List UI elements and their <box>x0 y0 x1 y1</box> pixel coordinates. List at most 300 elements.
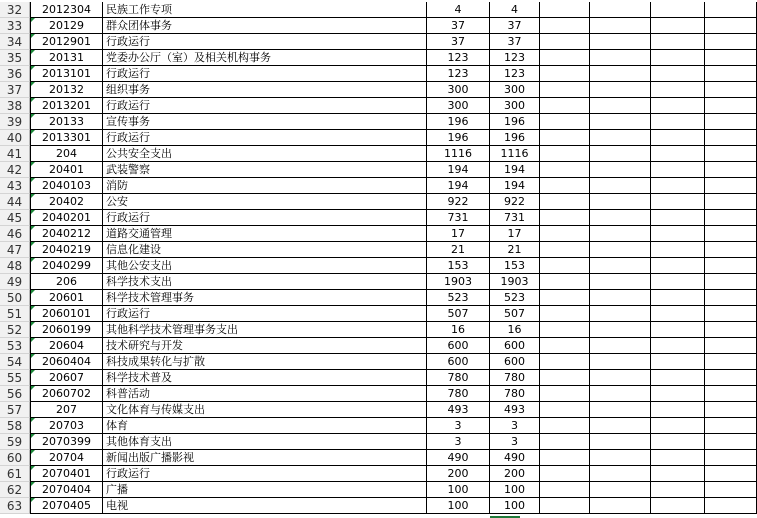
cell-empty[interactable] <box>705 274 757 290</box>
cell-code[interactable]: 2040219 <box>30 242 103 258</box>
cell-empty[interactable] <box>705 114 757 130</box>
cell-code[interactable]: 2070404 <box>30 482 103 498</box>
cell-empty[interactable] <box>540 114 590 130</box>
cell-code[interactable]: 20129 <box>30 18 103 34</box>
cell-value-1[interactable]: 3 <box>427 434 490 450</box>
table-row[interactable] <box>0 322 757 338</box>
cell-empty[interactable] <box>590 50 651 66</box>
cell-empty[interactable] <box>590 210 651 226</box>
row-header[interactable]: 49 <box>0 274 30 290</box>
row-header[interactable]: 33 <box>0 18 30 34</box>
cell-empty[interactable] <box>590 386 651 402</box>
cell-empty[interactable] <box>590 434 651 450</box>
cell-value-1[interactable]: 731 <box>427 210 490 226</box>
cell-empty[interactable] <box>705 498 757 514</box>
cell-empty[interactable] <box>540 338 590 354</box>
cell-value-2[interactable]: 1903 <box>490 274 540 290</box>
cell-name[interactable]: 行政运行 <box>103 98 427 114</box>
cell-empty[interactable] <box>590 178 651 194</box>
row-header[interactable]: 58 <box>0 418 30 434</box>
cell-value-1[interactable]: 490 <box>427 450 490 466</box>
cell-value-2[interactable]: 37 <box>490 18 540 34</box>
cell-value-1[interactable]: 100 <box>427 498 490 514</box>
row-header[interactable]: 40 <box>0 130 30 146</box>
row-header[interactable]: 41 <box>0 146 30 162</box>
cell-code[interactable]: 20133 <box>30 114 103 130</box>
cell-empty[interactable] <box>651 82 705 98</box>
cell-empty[interactable] <box>540 386 590 402</box>
row-header[interactable]: 45 <box>0 210 30 226</box>
cell-empty[interactable] <box>540 226 590 242</box>
cell-name[interactable]: 党委办公厅（室）及相关机构事务 <box>103 50 427 66</box>
row-header[interactable]: 48 <box>0 258 30 274</box>
cell-empty[interactable] <box>705 434 757 450</box>
cell-empty[interactable] <box>705 338 757 354</box>
row-header[interactable]: 55 <box>0 370 30 386</box>
table-row[interactable] <box>0 482 757 498</box>
cell-empty[interactable] <box>705 322 757 338</box>
cell-empty[interactable] <box>590 450 651 466</box>
table-row[interactable] <box>0 146 757 162</box>
cell-name[interactable]: 消防 <box>103 178 427 194</box>
row-header[interactable]: 60 <box>0 450 30 466</box>
cell-name[interactable]: 公共安全支出 <box>103 146 427 162</box>
cell-empty[interactable] <box>540 66 590 82</box>
cell-code[interactable]: 207 <box>30 402 103 418</box>
cell-value-2[interactable]: 123 <box>490 50 540 66</box>
row-header[interactable]: 43 <box>0 178 30 194</box>
table-row[interactable] <box>0 66 757 82</box>
cell-empty[interactable] <box>705 354 757 370</box>
cell-empty[interactable] <box>590 194 651 210</box>
cell-empty[interactable] <box>651 194 705 210</box>
row-header[interactable]: 62 <box>0 482 30 498</box>
cell-empty[interactable] <box>651 258 705 274</box>
cell-empty[interactable] <box>705 50 757 66</box>
cell-name[interactable]: 科普活动 <box>103 386 427 402</box>
cell-value-1[interactable]: 196 <box>427 114 490 130</box>
table-row[interactable] <box>0 290 757 306</box>
cell-empty[interactable] <box>705 194 757 210</box>
cell-code[interactable]: 20607 <box>30 370 103 386</box>
table-row[interactable] <box>0 2 757 18</box>
cell-name[interactable]: 行政运行 <box>103 66 427 82</box>
table-row[interactable] <box>0 338 757 354</box>
cell-empty[interactable] <box>651 354 705 370</box>
cell-value-1[interactable]: 300 <box>427 82 490 98</box>
row-header[interactable]: 57 <box>0 402 30 418</box>
row-header[interactable]: 54 <box>0 354 30 370</box>
cell-empty[interactable] <box>651 450 705 466</box>
cell-empty[interactable] <box>540 482 590 498</box>
cell-name[interactable]: 行政运行 <box>103 130 427 146</box>
cell-empty[interactable] <box>590 82 651 98</box>
cell-empty[interactable] <box>590 114 651 130</box>
cell-empty[interactable] <box>540 82 590 98</box>
cell-empty[interactable] <box>540 306 590 322</box>
cell-name[interactable]: 行政运行 <box>103 210 427 226</box>
cell-empty[interactable] <box>590 18 651 34</box>
row-header[interactable]: 59 <box>0 434 30 450</box>
cell-empty[interactable] <box>651 274 705 290</box>
cell-empty[interactable] <box>540 146 590 162</box>
table-row[interactable] <box>0 130 757 146</box>
cell-code[interactable]: 2060702 <box>30 386 103 402</box>
row-header[interactable]: 63 <box>0 498 30 514</box>
table-row[interactable] <box>0 210 757 226</box>
cell-value-2[interactable]: 194 <box>490 162 540 178</box>
cell-name[interactable]: 其他体育支出 <box>103 434 427 450</box>
table-row[interactable] <box>0 226 757 242</box>
cell-name[interactable]: 道路交通管理 <box>103 226 427 242</box>
cell-value-1[interactable]: 153 <box>427 258 490 274</box>
cell-name[interactable]: 民族工作专项 <box>103 2 427 18</box>
cell-empty[interactable] <box>651 66 705 82</box>
table-row[interactable] <box>0 18 757 34</box>
cell-empty[interactable] <box>540 466 590 482</box>
cell-value-2[interactable]: 100 <box>490 498 540 514</box>
cell-name[interactable]: 行政运行 <box>103 34 427 50</box>
table-row[interactable] <box>0 370 757 386</box>
table-row[interactable] <box>0 274 757 290</box>
cell-empty[interactable] <box>651 178 705 194</box>
cell-value-1[interactable]: 600 <box>427 338 490 354</box>
cell-empty[interactable] <box>705 18 757 34</box>
cell-empty[interactable] <box>590 466 651 482</box>
cell-empty[interactable] <box>590 354 651 370</box>
row-header[interactable]: 56 <box>0 386 30 402</box>
cell-empty[interactable] <box>590 482 651 498</box>
cell-name[interactable]: 宣传事务 <box>103 114 427 130</box>
cell-name[interactable]: 信息化建设 <box>103 242 427 258</box>
cell-empty[interactable] <box>651 226 705 242</box>
cell-empty[interactable] <box>651 34 705 50</box>
cell-value-1[interactable]: 37 <box>427 18 490 34</box>
cell-value-1[interactable]: 780 <box>427 386 490 402</box>
cell-empty[interactable] <box>651 146 705 162</box>
cell-empty[interactable] <box>651 498 705 514</box>
cell-value-1[interactable]: 123 <box>427 50 490 66</box>
cell-code[interactable]: 20604 <box>30 338 103 354</box>
row-header[interactable]: 39 <box>0 114 30 130</box>
cell-value-2[interactable]: 780 <box>490 386 540 402</box>
cell-value-1[interactable]: 196 <box>427 130 490 146</box>
row-header[interactable]: 37 <box>0 82 30 98</box>
cell-value-1[interactable]: 194 <box>427 178 490 194</box>
cell-value-2[interactable]: 300 <box>490 82 540 98</box>
cell-empty[interactable] <box>540 498 590 514</box>
row-header[interactable]: 52 <box>0 322 30 338</box>
cell-value-2[interactable]: 123 <box>490 66 540 82</box>
table-row[interactable] <box>0 434 757 450</box>
cell-empty[interactable] <box>705 306 757 322</box>
cell-value-1[interactable]: 4 <box>427 2 490 18</box>
cell-code[interactable]: 2060404 <box>30 354 103 370</box>
cell-empty[interactable] <box>651 370 705 386</box>
cell-value-1[interactable]: 200 <box>427 466 490 482</box>
row-header[interactable]: 35 <box>0 50 30 66</box>
cell-code[interactable]: 2070405 <box>30 498 103 514</box>
cell-code[interactable]: 204 <box>30 146 103 162</box>
cell-empty[interactable] <box>651 338 705 354</box>
cell-empty[interactable] <box>705 226 757 242</box>
cell-name[interactable]: 武装警察 <box>103 162 427 178</box>
cell-empty[interactable] <box>651 386 705 402</box>
cell-empty[interactable] <box>590 66 651 82</box>
cell-empty[interactable] <box>590 2 651 18</box>
row-header[interactable]: 46 <box>0 226 30 242</box>
cell-value-2[interactable]: 4 <box>490 2 540 18</box>
cell-empty[interactable] <box>705 210 757 226</box>
table-row[interactable] <box>0 50 757 66</box>
cell-empty[interactable] <box>705 130 757 146</box>
cell-empty[interactable] <box>651 402 705 418</box>
row-header[interactable]: 44 <box>0 194 30 210</box>
cell-empty[interactable] <box>651 242 705 258</box>
cell-empty[interactable] <box>651 434 705 450</box>
cell-name[interactable]: 组织事务 <box>103 82 427 98</box>
cell-empty[interactable] <box>590 258 651 274</box>
row-header[interactable]: 34 <box>0 34 30 50</box>
cell-code[interactable]: 2070401 <box>30 466 103 482</box>
cell-name[interactable]: 体育 <box>103 418 427 434</box>
cell-name[interactable]: 其他公安支出 <box>103 258 427 274</box>
cell-empty[interactable] <box>590 34 651 50</box>
cell-empty[interactable] <box>705 178 757 194</box>
table-row[interactable] <box>0 402 757 418</box>
cell-empty[interactable] <box>651 50 705 66</box>
cell-code[interactable]: 20703 <box>30 418 103 434</box>
cell-value-1[interactable]: 100 <box>427 482 490 498</box>
cell-value-1[interactable]: 493 <box>427 402 490 418</box>
cell-empty[interactable] <box>651 418 705 434</box>
cell-name[interactable]: 电视 <box>103 498 427 514</box>
cell-value-2[interactable]: 16 <box>490 322 540 338</box>
cell-empty[interactable] <box>705 242 757 258</box>
table-row[interactable] <box>0 498 757 514</box>
cell-value-1[interactable]: 600 <box>427 354 490 370</box>
cell-code[interactable]: 2060199 <box>30 322 103 338</box>
cell-empty[interactable] <box>540 434 590 450</box>
cell-name[interactable]: 科学技术管理事务 <box>103 290 427 306</box>
cell-empty[interactable] <box>705 450 757 466</box>
cell-value-1[interactable]: 507 <box>427 306 490 322</box>
cell-empty[interactable] <box>651 466 705 482</box>
cell-name[interactable]: 新闻出版广播影视 <box>103 450 427 466</box>
cell-empty[interactable] <box>590 498 651 514</box>
cell-empty[interactable] <box>590 98 651 114</box>
cell-empty[interactable] <box>651 2 705 18</box>
cell-empty[interactable] <box>540 34 590 50</box>
table-row[interactable] <box>0 178 757 194</box>
cell-empty[interactable] <box>651 306 705 322</box>
cell-empty[interactable] <box>705 2 757 18</box>
cell-code[interactable]: 20132 <box>30 82 103 98</box>
table-row[interactable] <box>0 194 757 210</box>
cell-value-2[interactable]: 507 <box>490 306 540 322</box>
cell-value-2[interactable]: 600 <box>490 338 540 354</box>
cell-empty[interactable] <box>540 418 590 434</box>
cell-empty[interactable] <box>540 402 590 418</box>
row-header[interactable]: 61 <box>0 466 30 482</box>
cell-code[interactable]: 2040103 <box>30 178 103 194</box>
cell-value-2[interactable]: 1116 <box>490 146 540 162</box>
cell-value-2[interactable]: 196 <box>490 130 540 146</box>
cell-empty[interactable] <box>540 354 590 370</box>
cell-name[interactable]: 文化体育与传媒支出 <box>103 402 427 418</box>
cell-value-1[interactable]: 1903 <box>427 274 490 290</box>
cell-value-2[interactable]: 153 <box>490 258 540 274</box>
cell-empty[interactable] <box>705 386 757 402</box>
cell-empty[interactable] <box>540 98 590 114</box>
row-header[interactable]: 36 <box>0 66 30 82</box>
table-row[interactable] <box>0 242 757 258</box>
cell-empty[interactable] <box>540 450 590 466</box>
cell-name[interactable]: 技术研究与开发 <box>103 338 427 354</box>
cell-empty[interactable] <box>705 34 757 50</box>
row-header[interactable]: 51 <box>0 306 30 322</box>
cell-empty[interactable] <box>590 146 651 162</box>
cell-empty[interactable] <box>540 50 590 66</box>
cell-empty[interactable] <box>540 322 590 338</box>
cell-empty[interactable] <box>590 274 651 290</box>
cell-code[interactable]: 20704 <box>30 450 103 466</box>
cell-empty[interactable] <box>705 98 757 114</box>
cell-empty[interactable] <box>540 370 590 386</box>
cell-value-2[interactable]: 300 <box>490 98 540 114</box>
cell-empty[interactable] <box>540 194 590 210</box>
row-header[interactable]: 47 <box>0 242 30 258</box>
cell-empty[interactable] <box>705 370 757 386</box>
cell-value-2[interactable]: 100 <box>490 482 540 498</box>
cell-empty[interactable] <box>651 98 705 114</box>
cell-value-1[interactable]: 300 <box>427 98 490 114</box>
row-header[interactable]: 42 <box>0 162 30 178</box>
cell-name[interactable]: 广播 <box>103 482 427 498</box>
cell-name[interactable]: 科学技术支出 <box>103 274 427 290</box>
cell-empty[interactable] <box>540 18 590 34</box>
cell-code[interactable]: 2040299 <box>30 258 103 274</box>
cell-value-1[interactable]: 16 <box>427 322 490 338</box>
cell-empty[interactable] <box>540 178 590 194</box>
cell-code[interactable]: 20601 <box>30 290 103 306</box>
cell-value-1[interactable]: 1116 <box>427 146 490 162</box>
cell-empty[interactable] <box>651 130 705 146</box>
cell-value-1[interactable]: 3 <box>427 418 490 434</box>
cell-empty[interactable] <box>590 402 651 418</box>
table-row[interactable] <box>0 418 757 434</box>
cell-name[interactable]: 其他科学技术管理事务支出 <box>103 322 427 338</box>
cell-empty[interactable] <box>590 290 651 306</box>
cell-code[interactable]: 2070399 <box>30 434 103 450</box>
cell-name[interactable]: 行政运行 <box>103 306 427 322</box>
cell-name[interactable]: 科技成果转化与扩散 <box>103 354 427 370</box>
cell-value-1[interactable]: 194 <box>427 162 490 178</box>
cell-empty[interactable] <box>651 322 705 338</box>
cell-empty[interactable] <box>705 466 757 482</box>
cell-empty[interactable] <box>590 130 651 146</box>
cell-empty[interactable] <box>705 66 757 82</box>
cell-code[interactable]: 2040201 <box>30 210 103 226</box>
cell-empty[interactable] <box>651 162 705 178</box>
cell-value-1[interactable]: 21 <box>427 242 490 258</box>
cell-empty[interactable] <box>590 370 651 386</box>
row-header[interactable]: 53 <box>0 338 30 354</box>
cell-value-2[interactable]: 3 <box>490 418 540 434</box>
cell-empty[interactable] <box>540 274 590 290</box>
cell-empty[interactable] <box>705 290 757 306</box>
cell-empty[interactable] <box>705 162 757 178</box>
cell-empty[interactable] <box>590 322 651 338</box>
table-row[interactable] <box>0 82 757 98</box>
cell-empty[interactable] <box>705 482 757 498</box>
cell-empty[interactable] <box>590 162 651 178</box>
cell-value-2[interactable]: 523 <box>490 290 540 306</box>
cell-name[interactable]: 行政运行 <box>103 466 427 482</box>
cell-value-2[interactable]: 21 <box>490 242 540 258</box>
cell-empty[interactable] <box>651 18 705 34</box>
table-row[interactable] <box>0 162 757 178</box>
row-header[interactable]: 32 <box>0 2 30 18</box>
cell-code[interactable]: 2012304 <box>30 2 103 18</box>
row-header[interactable]: 50 <box>0 290 30 306</box>
cell-value-2[interactable]: 37 <box>490 34 540 50</box>
cell-value-2[interactable]: 780 <box>490 370 540 386</box>
cell-empty[interactable] <box>705 146 757 162</box>
cell-name[interactable]: 公安 <box>103 194 427 210</box>
cell-value-1[interactable]: 17 <box>427 226 490 242</box>
cell-empty[interactable] <box>540 290 590 306</box>
cell-empty[interactable] <box>651 210 705 226</box>
cell-value-2[interactable]: 196 <box>490 114 540 130</box>
table-row[interactable] <box>0 466 757 482</box>
cell-code[interactable]: 2013201 <box>30 98 103 114</box>
table-row[interactable] <box>0 34 757 50</box>
table-row[interactable] <box>0 386 757 402</box>
cell-code[interactable]: 20131 <box>30 50 103 66</box>
cell-value-1[interactable]: 780 <box>427 370 490 386</box>
cell-code[interactable]: 20402 <box>30 194 103 210</box>
cell-empty[interactable] <box>540 162 590 178</box>
table-row[interactable] <box>0 354 757 370</box>
cell-empty[interactable] <box>651 114 705 130</box>
cell-empty[interactable] <box>590 242 651 258</box>
cell-empty[interactable] <box>651 482 705 498</box>
cell-value-2[interactable]: 493 <box>490 402 540 418</box>
cell-empty[interactable] <box>540 2 590 18</box>
cell-value-2[interactable]: 3 <box>490 434 540 450</box>
table-row[interactable] <box>0 114 757 130</box>
cell-empty[interactable] <box>705 258 757 274</box>
table-row[interactable] <box>0 98 757 114</box>
cell-value-2[interactable]: 194 <box>490 178 540 194</box>
cell-value-2[interactable]: 200 <box>490 466 540 482</box>
cell-empty[interactable] <box>590 338 651 354</box>
cell-name[interactable]: 科学技术普及 <box>103 370 427 386</box>
table-row[interactable] <box>0 258 757 274</box>
cell-code[interactable]: 2013301 <box>30 130 103 146</box>
table-row[interactable] <box>0 450 757 466</box>
cell-value-1[interactable]: 37 <box>427 34 490 50</box>
cell-empty[interactable] <box>590 226 651 242</box>
cell-empty[interactable] <box>540 130 590 146</box>
cell-code[interactable]: 206 <box>30 274 103 290</box>
cell-value-1[interactable]: 123 <box>427 66 490 82</box>
cell-value-2[interactable]: 17 <box>490 226 540 242</box>
cell-name[interactable]: 群众团体事务 <box>103 18 427 34</box>
table-row[interactable] <box>0 306 757 322</box>
cell-value-2[interactable]: 600 <box>490 354 540 370</box>
